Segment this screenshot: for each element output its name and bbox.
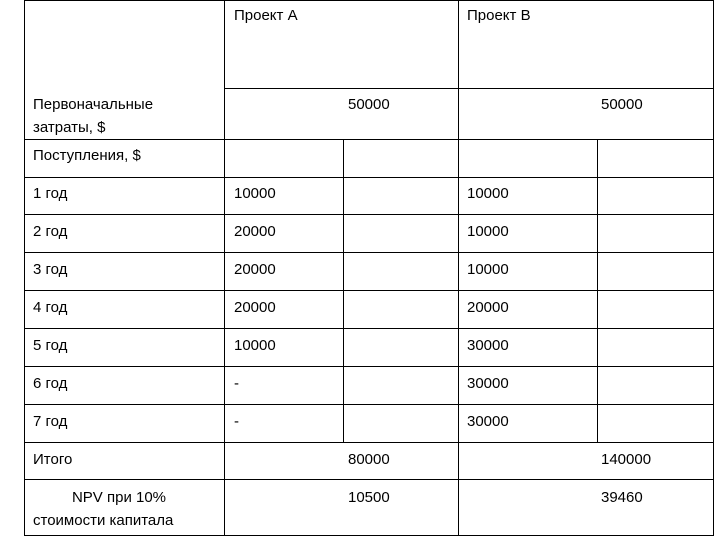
subcolumn-divider xyxy=(597,139,598,442)
header-project-a: Проект А xyxy=(234,7,298,24)
year-label: 7 год xyxy=(33,413,68,430)
year-value-b: 10000 xyxy=(467,185,509,202)
year-label: 4 год xyxy=(33,299,68,316)
row-divider xyxy=(24,366,714,367)
year-value-b: 10000 xyxy=(467,223,509,240)
year-value-a: 20000 xyxy=(234,261,276,278)
total-label: Итого xyxy=(33,451,73,468)
row-divider xyxy=(24,328,714,329)
year-value-a: 10000 xyxy=(234,337,276,354)
npv-a: 10500 xyxy=(348,489,390,506)
row-divider xyxy=(24,479,714,480)
npv-label-line2: стоимости капитала xyxy=(33,512,174,529)
row-divider xyxy=(24,252,714,253)
header-project-b: Проект В xyxy=(467,7,531,24)
initial-costs-label-line2: затраты, $ xyxy=(33,119,106,136)
year-label: 2 год xyxy=(33,223,68,240)
column-divider xyxy=(224,0,225,536)
inflows-label: Поступления, $ xyxy=(33,147,141,164)
npv-b: 39460 xyxy=(601,489,643,506)
year-value-b: 10000 xyxy=(467,261,509,278)
year-value-a: - xyxy=(234,375,239,392)
initial-costs-a: 50000 xyxy=(348,96,390,113)
row-divider xyxy=(24,214,714,215)
initial-costs-b: 50000 xyxy=(601,96,643,113)
total-b: 140000 xyxy=(601,451,652,468)
year-label: 3 год xyxy=(33,261,68,278)
year-value-a: 20000 xyxy=(234,223,276,240)
column-divider xyxy=(458,0,459,536)
npv-label-line1: NPV при 10% xyxy=(71,489,167,506)
year-value-b: 20000 xyxy=(467,299,509,316)
year-value-b: 30000 xyxy=(467,413,509,430)
table-border-bottom xyxy=(24,535,714,536)
row-divider xyxy=(224,88,714,89)
year-value-a: 10000 xyxy=(234,185,276,202)
row-divider xyxy=(24,442,714,443)
year-value-a: 20000 xyxy=(234,299,276,316)
subcolumn-divider xyxy=(343,139,344,442)
row-divider xyxy=(24,404,714,405)
initial-costs-label-line1: Первоначальные xyxy=(33,96,154,113)
year-value-b: 30000 xyxy=(467,337,509,354)
year-label: 5 год xyxy=(33,337,68,354)
row-divider xyxy=(24,177,714,178)
row-divider xyxy=(24,290,714,291)
table-border-left xyxy=(24,0,25,536)
total-a: 80000 xyxy=(348,451,390,468)
table-border-right xyxy=(713,0,714,536)
year-value-b: 30000 xyxy=(467,375,509,392)
year-label: 6 год xyxy=(33,375,68,392)
table-border-top xyxy=(24,0,714,1)
row-divider xyxy=(24,139,714,140)
year-value-a: - xyxy=(234,413,239,430)
year-label: 1 год xyxy=(33,185,68,202)
